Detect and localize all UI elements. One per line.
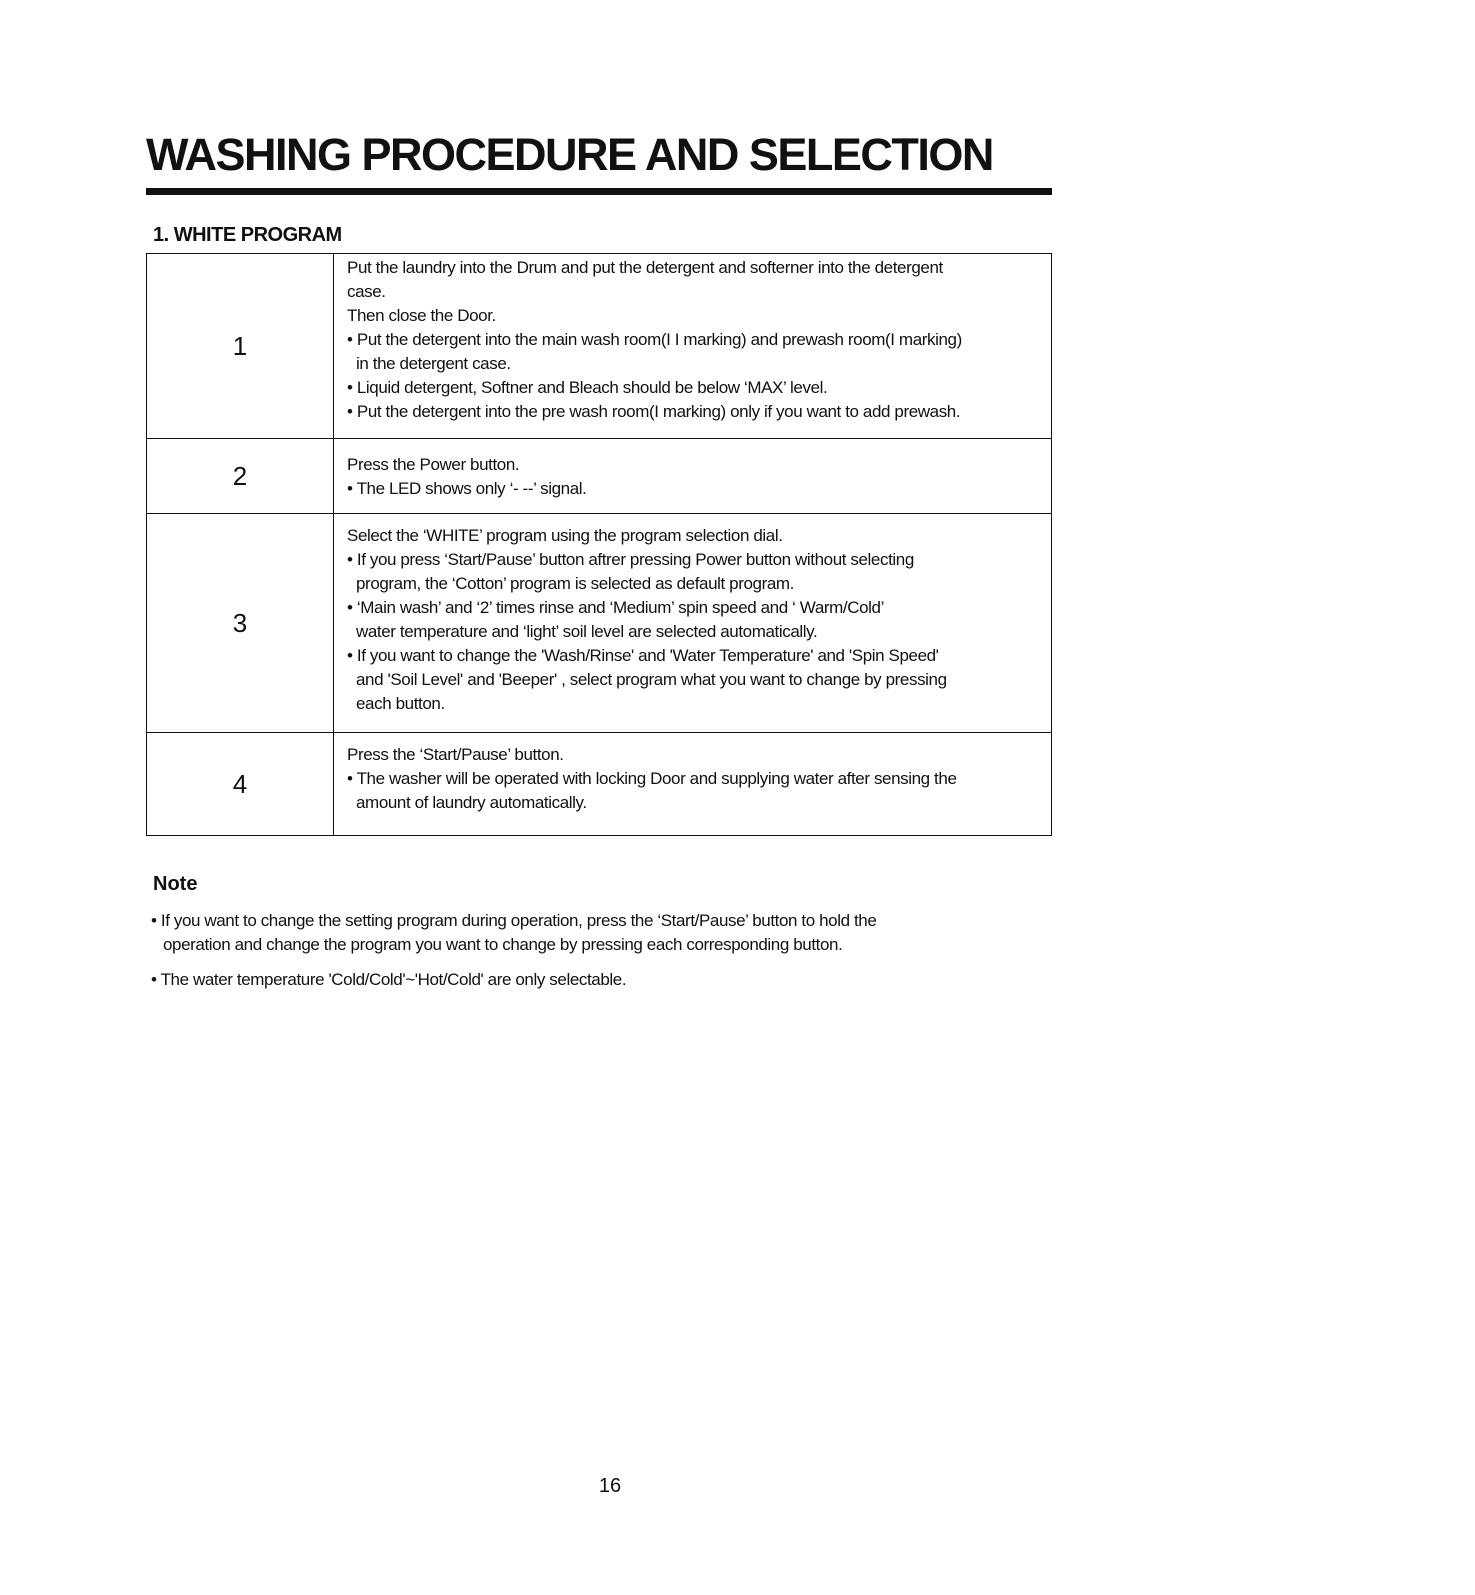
page-number: 16: [598, 1475, 622, 1497]
step-description: [334, 733, 1052, 836]
step-text-line: Press the Power button.: [347, 455, 520, 474]
note-text: • The water temperature 'Cold/Cold'~'Hot/Cold' are only selectable.: [151, 970, 627, 989]
step-row: [147, 439, 1052, 514]
bullet-continuation: each button.: [356, 694, 445, 713]
step-text-line: Select the ‘WHITE’ program using the program selection dial.: [347, 526, 783, 545]
bullet-text: • If you press ‘Start/Pause’ button aftrer pressing Power button without selecting: [347, 550, 914, 569]
step-bullet: [347, 400, 1039, 424]
step-text-line: Put the laundry into the Drum and put the detergent and softerner into the detergent: [347, 258, 943, 277]
step-number: 1: [147, 254, 334, 439]
note-list: [151, 909, 1051, 1003]
step-row: [147, 254, 1052, 439]
bullet-text: • The washer will be operated with locking Door and supplying water after sensing the: [347, 769, 957, 788]
bullet-continuation: amount of laundry automatically.: [356, 793, 587, 812]
procedure-table: [146, 253, 1052, 836]
step-description: [334, 439, 1052, 514]
section-heading: 1. WHITE PROGRAM: [153, 224, 342, 246]
title-underline: [146, 188, 1052, 195]
bullet-continuation: water temperature and ‘light’ soil level are selected automatically.: [356, 622, 818, 641]
step-bullet: [347, 596, 1039, 644]
step-bullet: [347, 477, 1039, 501]
bullet-continuation: program, the ‘Cotton’ program is selected as default program.: [356, 574, 794, 593]
step-text-line: Press the ‘Start/Pause’ button.: [347, 745, 564, 764]
bullet-text: • If you want to change the 'Wash/Rinse' and 'Water Temperature' and 'Spin Speed': [347, 646, 939, 665]
step-bullet: [347, 328, 1039, 376]
note-item: [151, 909, 1051, 957]
bullet-text: • ‘Main wash’ and ‘2’ times rinse and ‘Medium’ spin speed and ‘ Warm/Cold’: [347, 598, 884, 617]
note-item: [151, 968, 1051, 992]
step-row: [147, 514, 1052, 733]
step-bullet: [347, 767, 1039, 815]
bullet-text: • The LED shows only ‘- --’ signal.: [347, 479, 587, 498]
step-text-line: case.: [347, 282, 386, 301]
bullet-text: • Liquid detergent, Softner and Bleach should be below ‘MAX’ level.: [347, 378, 828, 397]
step-text-line: Then close the Door.: [347, 306, 496, 325]
bullet-text: • Put the detergent into the pre wash room(I marking) only if you want to add prewash.: [347, 402, 961, 421]
step-row: [147, 733, 1052, 836]
page-title: WASHING PROCEDURE AND SELECTION: [146, 129, 993, 180]
step-bullet: [347, 376, 1039, 400]
bullet-continuation: and 'Soil Level' and 'Beeper' , select program what you want to change by pressing: [356, 670, 947, 689]
step-description: [334, 254, 1052, 439]
note-heading: Note: [153, 873, 198, 895]
step-bullet: [347, 548, 1039, 596]
bullet-text: • Put the detergent into the main wash room(I I marking) and prewash room(I marking): [347, 330, 962, 349]
note-text: • If you want to change the setting program during operation, press the ‘Start/Pause’ button to hold the: [151, 911, 877, 930]
step-number: 4: [147, 733, 334, 836]
step-description: [334, 514, 1052, 733]
bullet-continuation: in the detergent case.: [356, 354, 511, 373]
note-continuation: operation and change the program you want to change by pressing each corresponding button.: [163, 935, 843, 954]
step-number: 2: [147, 439, 334, 514]
step-bullet: [347, 644, 1039, 716]
step-number: 3: [147, 514, 334, 733]
